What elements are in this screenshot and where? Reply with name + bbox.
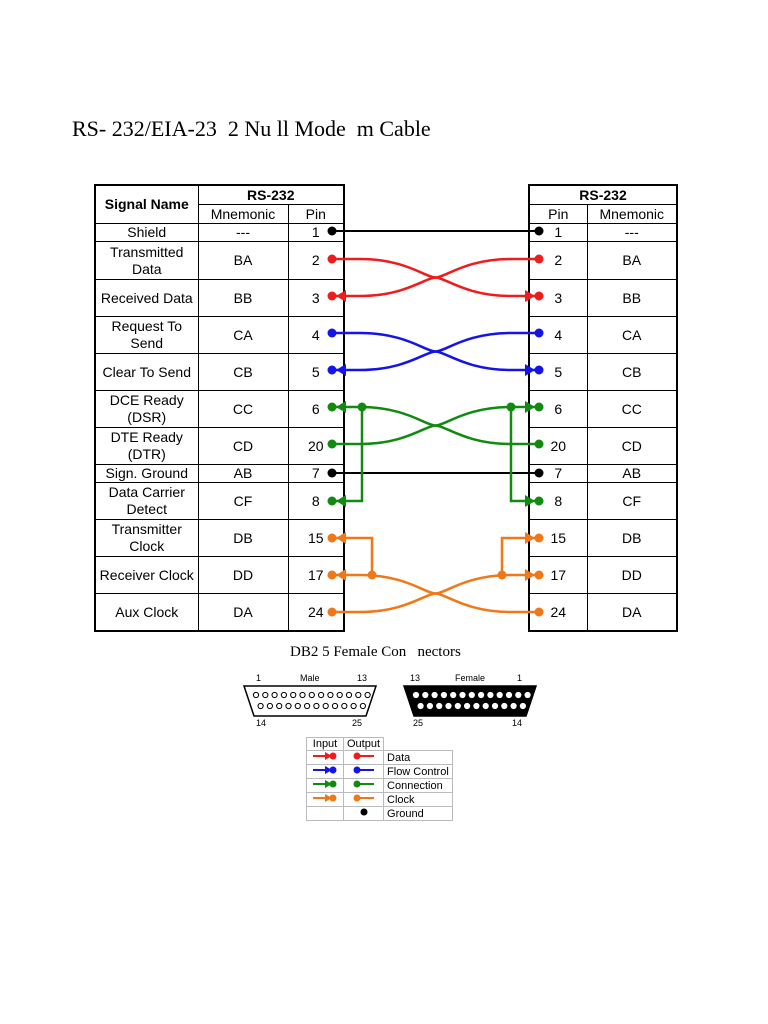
connector-pin (502, 703, 507, 708)
signal-name: Data Carrier Detect (95, 483, 198, 520)
legend-row (307, 751, 453, 765)
clock-branch-left (332, 538, 372, 575)
connector-pin (314, 703, 319, 708)
db25-female-connector (404, 686, 536, 716)
connector-pin (520, 703, 525, 708)
output-dot-icon (350, 765, 378, 775)
wire-arrow (525, 569, 535, 581)
wire-arrow (525, 290, 535, 302)
connector-pin (525, 692, 530, 697)
female-pin-25-label: 25 (413, 718, 424, 728)
connector-pin (332, 703, 337, 708)
signal-name: Transmitter Clock (95, 520, 198, 557)
connector-pin (474, 703, 479, 708)
ground-dot-icon (350, 807, 378, 817)
connector-pin (319, 692, 324, 697)
right-mnemonic-header: Mnemonic (587, 205, 677, 224)
mnemonic: DA (198, 594, 288, 632)
pin-dot (328, 255, 337, 264)
mnemonic: DD (587, 557, 677, 594)
mnemonic: AB (587, 465, 677, 483)
signal-name: Aux Clock (95, 594, 198, 632)
pin-dot (328, 403, 337, 412)
wire-arrow (336, 401, 346, 413)
legend-input-symbol (307, 751, 344, 765)
connector-pin (323, 703, 328, 708)
pin-dot (535, 255, 544, 264)
clock-wire-24-17 (332, 575, 539, 612)
mnemonic: CD (198, 428, 288, 465)
mnemonic: BA (198, 242, 288, 280)
connector-pin (469, 692, 474, 697)
pin-dot (535, 440, 544, 449)
pin-dot (535, 227, 544, 236)
wire-arrow (336, 290, 346, 302)
connector-pin (446, 703, 451, 708)
pin-number: 24 (288, 594, 344, 632)
connectors-title: DB2 5 Female Con nectors (290, 644, 461, 660)
connector-pin (309, 692, 314, 697)
connector-pin (423, 692, 428, 697)
connector-pin (418, 703, 423, 708)
pin-dot (368, 571, 377, 580)
connector-pin (342, 703, 347, 708)
connector-pin (356, 692, 361, 697)
mnemonic: CF (587, 483, 677, 520)
connector-pin (465, 703, 470, 708)
connector-pin (351, 703, 356, 708)
output-dot-icon (350, 779, 378, 789)
signal-name: DTE Ready (DTR) (95, 428, 198, 465)
pin-number: 15 (529, 520, 587, 557)
mnemonic: CF (198, 483, 288, 520)
legend-output-symbol (344, 807, 384, 821)
mnemonic: CD (587, 428, 677, 465)
right-group-header: RS-232 (529, 185, 677, 205)
mnemonic: BB (198, 280, 288, 317)
connector-pin (277, 703, 282, 708)
legend-row (307, 807, 453, 821)
output-dot-icon (350, 793, 378, 803)
pin-number: 1 (288, 224, 344, 242)
db25-connectors-drawing (240, 684, 540, 720)
connector-pin (492, 703, 497, 708)
mnemonic: CC (198, 391, 288, 428)
connector-pin (511, 703, 516, 708)
connector-pin (360, 703, 365, 708)
signal-name: Shield (95, 224, 198, 242)
wire-arrow (336, 364, 346, 376)
female-pin-13-label: 13 (410, 673, 421, 683)
connector-pin (437, 703, 442, 708)
input-arrow-icon (311, 751, 339, 761)
legend-row (307, 793, 453, 807)
left-mnemonic-header: Mnemonic (198, 205, 288, 224)
mnemonic: CC (587, 391, 677, 428)
male-pin-13-label: 13 (357, 673, 368, 683)
legend-label: Connection (384, 779, 453, 793)
legend-output-symbol (344, 793, 384, 807)
connector-pin (295, 703, 300, 708)
male-pin-25-label: 25 (352, 718, 363, 728)
pin-dot (535, 366, 544, 375)
wire-arrow (336, 569, 346, 581)
connector-pin (291, 692, 296, 697)
connector-pin (253, 692, 258, 697)
mnemonic: BB (587, 280, 677, 317)
pin-dot (535, 534, 544, 543)
connector-pin (441, 692, 446, 697)
connector-pin (263, 692, 268, 697)
pin-dot (328, 608, 337, 617)
legend-input-symbol (307, 779, 344, 793)
mnemonic: CB (587, 354, 677, 391)
mnemonic: CA (587, 317, 677, 354)
pin-number: 17 (529, 557, 587, 594)
connector-pin (516, 692, 521, 697)
pin-dot (328, 469, 337, 478)
pin-dot (328, 534, 337, 543)
female-pin-14-label: 14 (512, 718, 523, 728)
legend-input-header: Input (307, 738, 344, 751)
legend-label: Flow Control (384, 765, 453, 779)
mnemonic: DB (587, 520, 677, 557)
connector-pin (365, 692, 370, 697)
pin-dot (535, 608, 544, 617)
connector-pin (451, 692, 456, 697)
pin-dot (328, 329, 337, 338)
legend-input-symbol (307, 807, 344, 821)
legend-input-symbol (307, 765, 344, 779)
wire-arrow (336, 495, 346, 507)
conn-branch-right (511, 407, 539, 501)
pin-dot (358, 403, 367, 412)
connector-pin (455, 703, 460, 708)
legend-label: Data (384, 751, 453, 765)
connector-pin (337, 692, 342, 697)
page-title: RS- 232/EIA-23 2 Nu ll Mode m Cable (72, 116, 431, 141)
pin-number: 1 (529, 224, 587, 242)
pin-dot (535, 329, 544, 338)
mnemonic: AB (198, 465, 288, 483)
mnemonic: --- (198, 224, 288, 242)
connector-pin (497, 692, 502, 697)
connector-pin (427, 703, 432, 708)
signal-name: Clear To Send (95, 354, 198, 391)
legend-input-symbol (307, 793, 344, 807)
pin-dot (507, 403, 516, 412)
signal-name: Transmitted Data (95, 242, 198, 280)
connector-pin (432, 692, 437, 697)
right-pin-header: Pin (529, 205, 587, 224)
signal-name: Sign. Ground (95, 465, 198, 483)
connector-pin (479, 692, 484, 697)
mnemonic: DA (587, 594, 677, 632)
connector-pin (488, 692, 493, 697)
mnemonic: CB (198, 354, 288, 391)
wire-arrow (525, 495, 535, 507)
pin-number: 3 (529, 280, 587, 317)
pin-number: 7 (529, 465, 587, 483)
db25-male-connector (244, 686, 376, 716)
pin-number: 20 (288, 428, 344, 465)
connector-pin (483, 703, 488, 708)
male-pin-1-label: 1 (256, 673, 262, 683)
pin-dot (328, 440, 337, 449)
connector-pin (305, 703, 310, 708)
pin-dot (328, 497, 337, 506)
pin-number: 15 (288, 520, 344, 557)
pin-dot (535, 571, 544, 580)
legend-row (307, 765, 453, 779)
legend-output-symbol (344, 751, 384, 765)
wire-arrow (336, 532, 346, 544)
mnemonic: CA (198, 317, 288, 354)
wire-arrow (525, 364, 535, 376)
pin-dot (535, 292, 544, 301)
pin-number: 24 (529, 594, 587, 632)
legend-output-header: Output (344, 738, 384, 751)
pin-number: 4 (529, 317, 587, 354)
connector-pin (460, 692, 465, 697)
pin-number: 17 (288, 557, 344, 594)
legend-row (307, 779, 453, 793)
pin-number: 2 (529, 242, 587, 280)
pin-number: 8 (288, 483, 344, 520)
signal-name-header: Signal Name (95, 185, 198, 224)
connector-pin (272, 692, 277, 697)
clock-branch-right (502, 538, 539, 575)
legend-label: Ground (384, 807, 453, 821)
mnemonic: --- (587, 224, 677, 242)
input-arrow-icon (311, 765, 339, 775)
signal-name: DCE Ready (DSR) (95, 391, 198, 428)
connector-pin (267, 703, 272, 708)
signal-name: Received Data (95, 280, 198, 317)
pin-number: 20 (529, 428, 587, 465)
mnemonic: BA (587, 242, 677, 280)
connector-pin (346, 692, 351, 697)
mnemonic: DB (198, 520, 288, 557)
female-label: Female (455, 673, 486, 683)
flow-wire-5-4 (332, 333, 539, 370)
pin-number: 4 (288, 317, 344, 354)
pin-dot (328, 571, 337, 580)
pin-number: 8 (529, 483, 587, 520)
pin-dot (328, 292, 337, 301)
connector-pin (506, 692, 511, 697)
pin-number: 6 (529, 391, 587, 428)
female-pin-1-label: 1 (517, 673, 523, 683)
signal-name: Receiver Clock (95, 557, 198, 594)
conn-branch-left (332, 407, 362, 501)
pin-dot (535, 497, 544, 506)
left-pin-header: Pin (288, 205, 344, 224)
wire-legend (306, 737, 453, 821)
mnemonic: DD (198, 557, 288, 594)
pin-dot (328, 227, 337, 236)
pin-dot (535, 469, 544, 478)
input-arrow-icon (311, 779, 339, 789)
connector-pin (300, 692, 305, 697)
data-wire-3-2 (332, 259, 539, 296)
pin-dot (535, 403, 544, 412)
pin-number: 6 (288, 391, 344, 428)
output-dot-icon (350, 751, 378, 761)
signal-name: Request To Send (95, 317, 198, 354)
connector-pin (413, 692, 418, 697)
male-label: Male (300, 673, 320, 683)
wire-arrow (525, 532, 535, 544)
connector-pin (286, 703, 291, 708)
pin-number: 3 (288, 280, 344, 317)
male-pin-14-label: 14 (256, 718, 267, 728)
left-group-header: RS-232 (198, 185, 344, 205)
pin-number: 2 (288, 242, 344, 280)
pin-number: 5 (288, 354, 344, 391)
connector-pin (258, 703, 263, 708)
pin-number: 5 (529, 354, 587, 391)
pin-dot (328, 366, 337, 375)
legend-output-symbol (344, 765, 384, 779)
legend-label: Clock (384, 793, 453, 807)
wire-arrow (525, 401, 535, 413)
connector-pin (281, 692, 286, 697)
legend-output-symbol (344, 779, 384, 793)
input-arrow-icon (311, 793, 339, 803)
connector-pin (328, 692, 333, 697)
pin-number: 7 (288, 465, 344, 483)
pin-dot (498, 571, 507, 580)
